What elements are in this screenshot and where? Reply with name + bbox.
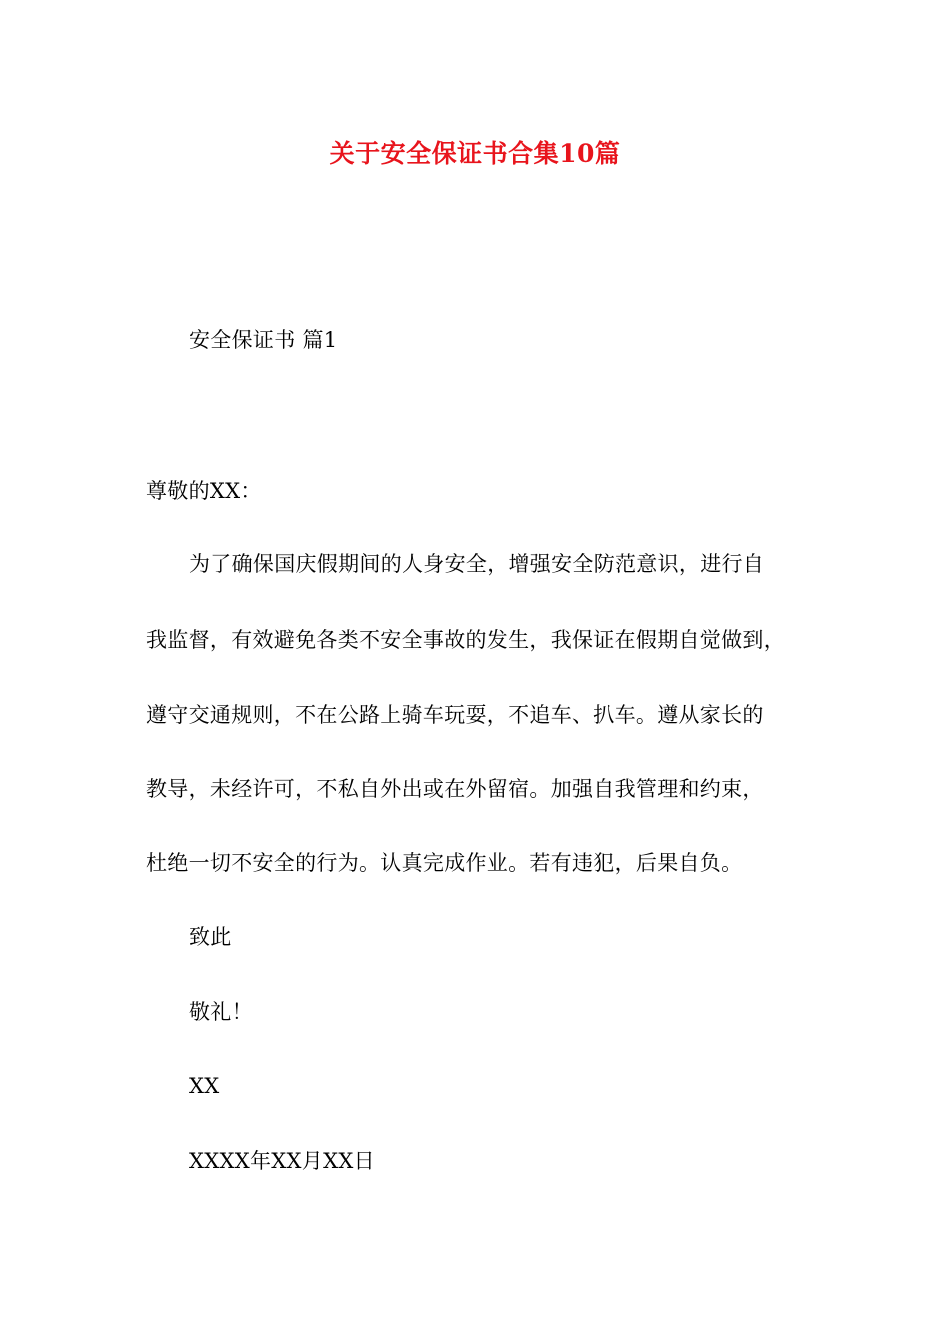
body-line-2: 我监督，有效避免各类不安全事故的发生，我保证在假期自觉做到， (146, 628, 785, 652)
signature: XX (189, 1074, 220, 1098)
body-line-5: 杜绝一切不安全的行为。认真完成作业。若有违犯，后果自负。 (146, 851, 743, 875)
section-heading: 安全保证书 篇1 (189, 328, 338, 352)
closing-line-1: 致此 (189, 925, 232, 949)
body-line-3: 遵守交通规则，不在公路上骑车玩耍，不追车、扒车。遵从家长的 (146, 703, 764, 727)
salutation: 尊敬的XX： (146, 479, 262, 503)
body-line-1: 为了确保国庆假期间的人身安全，增强安全防范意识，进行自 (189, 552, 765, 576)
date: XXXX年XX月XX日 (189, 1149, 375, 1173)
body-line-4: 教导，未经许可，不私自外出或在外留宿。加强自我管理和约束， (146, 777, 764, 801)
document-title: 关于安全保证书合集10篇 (329, 139, 621, 168)
closing-line-2: 敬礼！ (189, 1000, 253, 1024)
